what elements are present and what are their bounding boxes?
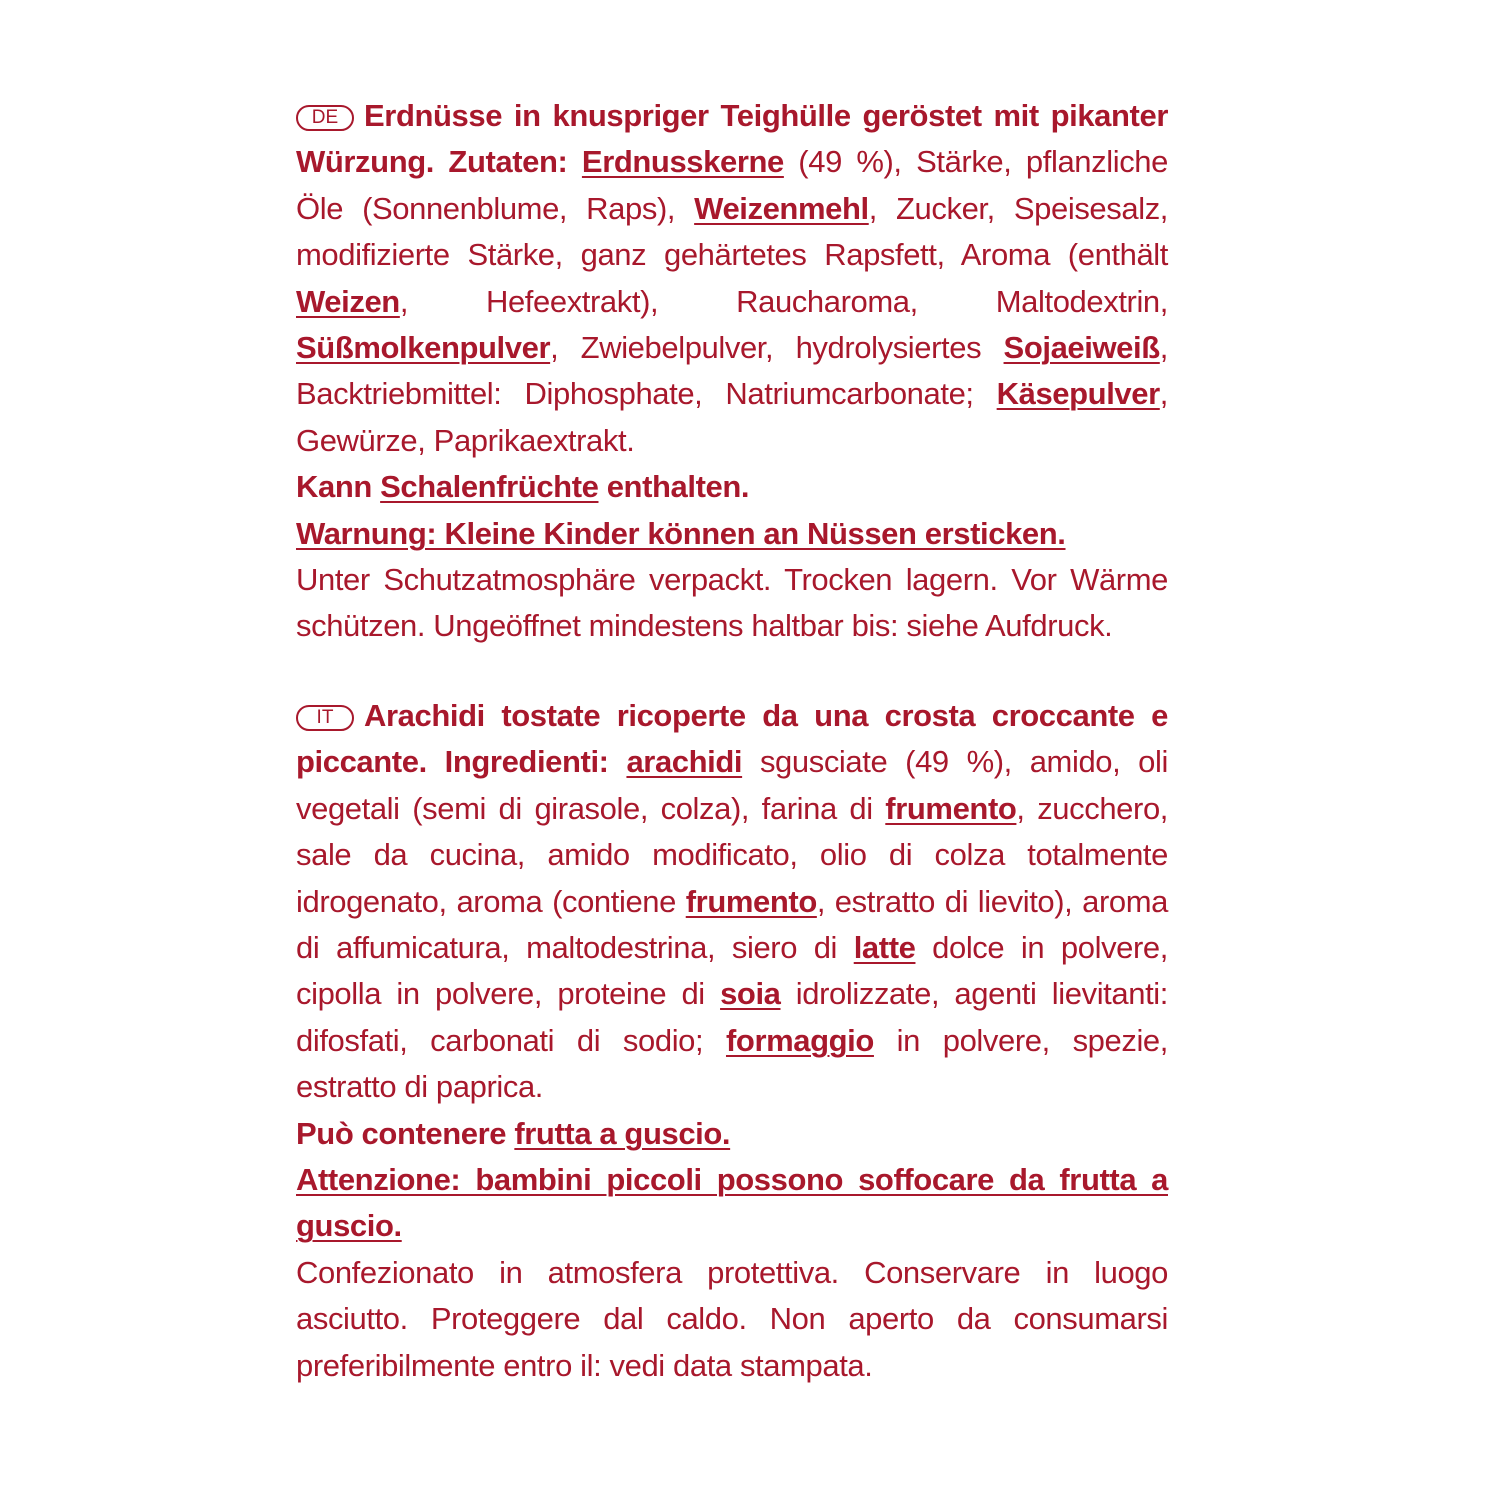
ingredient-segment: Sojaeiweiß [1003,330,1160,366]
ingredient-segment: , Backtriebmittel: Diphosphate, Natriumcarbonate; [296,330,1168,412]
storage-text-de: Unter Schutzatmosphäre verpackt. Trocken lagern. Vor Wärme schützen. Ungeöffnet mindestens haltbar bis: siehe Aufdruck. [296,562,1168,644]
may-contain-suffix: enthalten. [598,469,750,505]
may-contain-prefix: Kann [296,469,381,505]
ingredient-segment: frumento [685,883,817,919]
ingredient-segment: Erdnusskerne [581,144,784,180]
ingredient-segment: frumento [885,790,1017,826]
ingredients-heading-de: Zutaten: [448,144,568,180]
ingredient-segment: Käsepulver [996,376,1160,412]
ingredient-segment: , zucchero, sale da cucina, amido modificato, olio di colza totalmente idrogenato, aroma (contiene [296,790,1169,919]
ingredients-heading-it: Ingredienti: [444,744,609,780]
language-badge-it: IT [296,705,354,731]
may-contain-prefix: Può contenere [296,1115,515,1151]
ingredient-segment: idrolizzate, agenti lievitanti: difosfati, carbonati di sodio; [296,976,1168,1058]
ingredient-segment: sgusciate (49 %), amido, oli vegetali (semi di girasole, colza), farina di [296,744,1168,826]
ingredient-segment: formaggio [725,1022,874,1058]
intro-paragraph-it [296,693,1168,1111]
language-badge-de: DE [296,105,354,131]
ingredient-segment: Weizenmehl [694,190,869,226]
may-contain-line-it [296,1111,1168,1157]
product-title-de: Erdnüsse in knuspriger Teighülle geröstet mit pikanter Würzung. [296,98,1168,180]
warning-line-it: Attenzione: bambini piccoli possono soffocare da frutta a guscio. [296,1162,1168,1244]
ingredient-segment: dolce in polvere, cipolla in polvere, proteine di [296,930,1168,1012]
ingredients-block-it [296,693,1168,1389]
may-contain-allergen: frutta a guscio. [514,1115,731,1151]
ingredient-segment: , Gewürze, Paprikaextrakt. [296,376,1168,458]
ingredient-segment: Süßmolkenpulver [296,330,551,366]
ingredient-segment: in polvere, spezie, estratto di paprica. [296,1022,1168,1105]
ingredient-segment: , Zwiebelpulver, hydrolysiertes [550,330,1004,366]
ingredient-segment: , Hefeextrakt), Raucharoma, Maltodextrin, [399,283,1168,319]
ingredient-segment: , Zucker, Speisesalz, modifizierte Stärke, ganz gehärtetes Rapsfett, Aroma (enthält [296,190,1169,273]
ingredient-segment: (49 %), Stärke, pflanzliche Öle (Sonnenblume, Raps), [296,144,1168,226]
ingredient-list-it [296,744,1168,1104]
ingredient-segment: Weizen [296,283,400,319]
ingredients-block-de [296,93,1168,650]
may-contain-line-de [296,464,1168,510]
ingredient-list-de [296,144,1168,457]
warning-line-de: Warnung: Kleine Kinder können an Nüssen ersticken. [296,515,1066,551]
intro-paragraph-de [296,93,1168,464]
ingredient-segment: soia [720,976,781,1012]
ingredient-segment: latte [853,930,916,966]
may-contain-allergen: Schalenfrüchte [380,469,599,505]
product-title-it: Arachidi tostate ricoperte da una crosta croccante e piccante. [296,698,1168,780]
ingredient-segment: arachidi [626,744,743,780]
storage-text-it: Confezionato in atmosfera protettiva. Conservare in luogo asciutto. Proteggere dal caldo. Non aperto da consumarsi preferibilmente entro il: vedi data stampata. [296,1254,1168,1383]
ingredient-segment: , estratto di lievito), aroma di affumicatura, maltodestrina, siero di [296,883,1168,966]
